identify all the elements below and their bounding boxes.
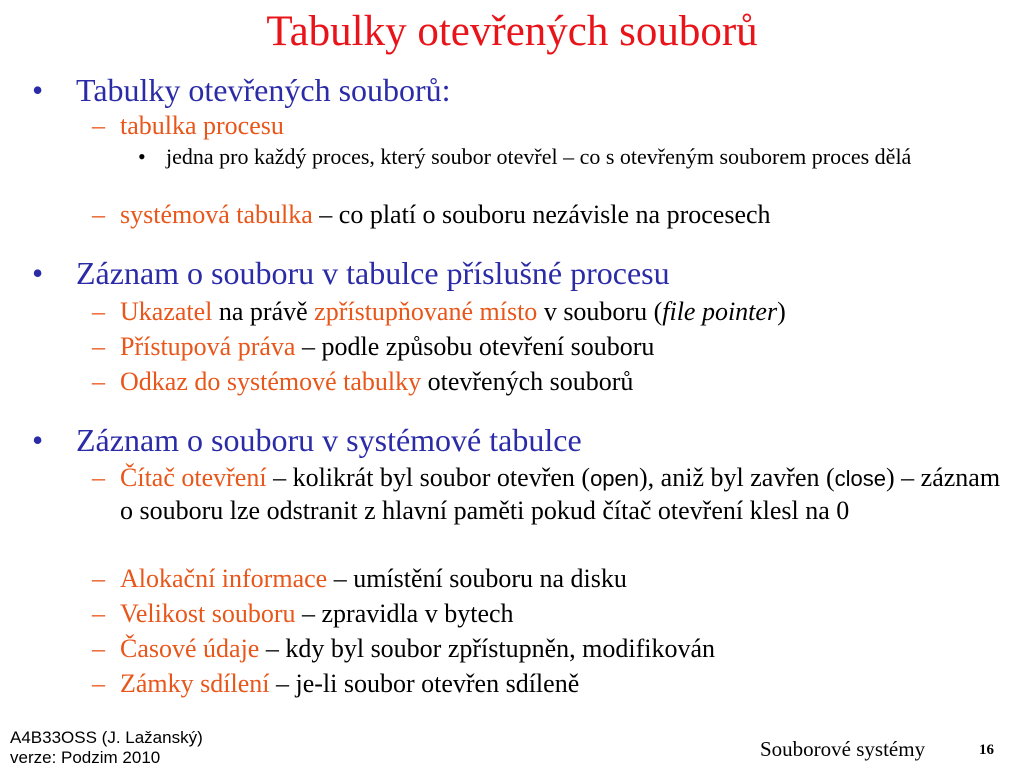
item-text: ) – záznam o souboru lze odstranit z hlavní paměti pokud čítač otevření klesl na 0 <box>120 463 1001 525</box>
list-item-system-table <box>92 199 1017 231</box>
code-close: close <box>834 466 886 491</box>
dash-icon: – <box>92 367 105 396</box>
item-text: otevřených souborů <box>421 367 634 396</box>
item-text: – umístění souboru na disku <box>327 564 627 593</box>
term-process-table: tabulka procesu <box>120 111 284 140</box>
item-text: v souboru ( <box>537 297 663 326</box>
footer-topic: Souborové systémy <box>760 737 926 761</box>
term-open-counter: Čítač otevření <box>120 463 267 492</box>
slide-title: Tabulky otevřených souborů <box>266 8 758 55</box>
item-text: ) <box>777 297 786 326</box>
dash-icon: – <box>92 599 105 628</box>
sub-item-per-process <box>138 143 1008 170</box>
code-open: open <box>590 466 640 491</box>
term-file-size: Velikost souboru <box>120 599 296 628</box>
term-file-pointer: file pointer <box>662 297 778 326</box>
list-item-process-table <box>92 110 1017 142</box>
list-item-file-size <box>92 598 1017 630</box>
bullet-icon: • <box>32 422 44 458</box>
footer-course-info <box>10 728 203 768</box>
dash-icon: – <box>92 111 105 140</box>
list-item-system-table-link <box>92 366 1017 398</box>
list-item-timestamps <box>92 633 1017 665</box>
item-text: – kolikrát byl soubor otevřen ( <box>266 463 591 492</box>
section-heading-process-record <box>32 254 670 292</box>
term-access-rights: Přístupová práva <box>120 332 296 361</box>
list-item-allocation-info <box>92 563 1017 595</box>
term-pointer: Ukazatel <box>120 297 213 326</box>
page-number: 16 <box>979 742 994 758</box>
bullet-icon: • <box>138 144 146 169</box>
dash-icon: – <box>92 669 105 698</box>
item-text: na právě <box>212 297 315 326</box>
item-text: ), aniž byl zavřen ( <box>639 463 835 492</box>
list-item-open-counter <box>92 462 1017 527</box>
list-item-access-rights <box>92 331 1017 363</box>
section-heading-system-record <box>32 421 582 459</box>
item-text: – je-li soubor otevřen sdíleně <box>269 669 580 698</box>
dash-icon: – <box>92 564 105 593</box>
dash-icon: – <box>92 332 105 361</box>
sub-item-text: jedna pro každý proces, který soubor otevřel – co s otevřeným souborem proces dělá <box>166 144 912 169</box>
list-item-share-locks <box>92 668 1017 700</box>
bullet-icon: • <box>32 255 44 291</box>
dash-icon: – <box>92 463 105 492</box>
footer-version: verze: Podzim 2010 <box>10 748 161 767</box>
dash-icon: – <box>92 297 105 326</box>
section-heading-text: Záznam o souboru v tabulce příslušné procesu <box>76 255 670 291</box>
item-text: – zpravidla v bytech <box>295 599 514 628</box>
bullet-icon: • <box>32 72 44 108</box>
dash-icon: – <box>92 200 105 229</box>
item-text: – co platí o souboru nezávisle na procesech <box>312 200 771 229</box>
footer-course: A4B33OSS (J. Lažanský) <box>10 728 203 747</box>
item-text: – kdy byl soubor zpřístupněn, modifikován <box>259 634 716 663</box>
term-timestamps: Časové údaje <box>120 634 260 663</box>
term-allocation-info: Alokační informace <box>120 564 328 593</box>
section-heading-open-file-tables <box>32 71 451 109</box>
term-system-table-link: Odkaz do systémové tabulky <box>120 367 422 396</box>
term-share-locks: Zámky sdílení <box>120 669 270 698</box>
item-text: – podle způsobu otevření souboru <box>295 332 655 361</box>
term-accessed-place: zpřístupňované místo <box>314 297 538 326</box>
dash-icon: – <box>92 634 105 663</box>
list-item-file-pointer <box>92 296 1017 328</box>
section-heading-text: Záznam o souboru v systémové tabulce <box>76 422 582 458</box>
section-heading-text: Tabulky otevřených souborů: <box>76 72 451 108</box>
term-system-table: systémová tabulka <box>120 200 313 229</box>
